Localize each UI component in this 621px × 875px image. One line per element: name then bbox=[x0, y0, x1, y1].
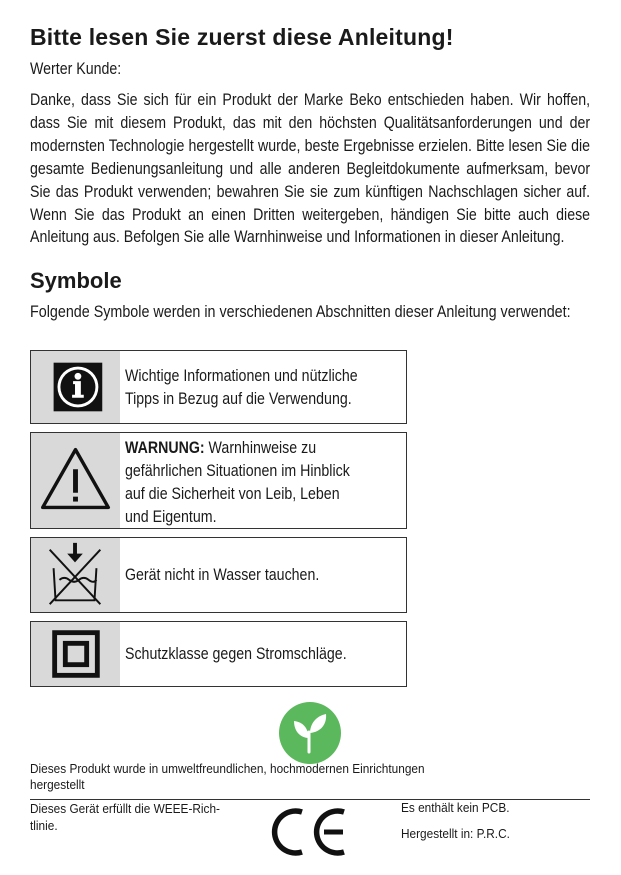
ce-mark-icon bbox=[270, 806, 348, 858]
protection-icon-cell bbox=[31, 622, 120, 686]
warning-symbol-box bbox=[30, 432, 407, 529]
protection-class-icon bbox=[31, 622, 120, 686]
warning-label: WARNUNG: bbox=[125, 439, 205, 457]
pcb-note: Es enthält kein PCB. bbox=[401, 800, 510, 815]
made-in-note: Hergestellt in: P.R.C. bbox=[401, 826, 510, 841]
warning-icon-cell bbox=[31, 433, 120, 528]
symbols-intro: Folgende Symbole werden in verschiedenen Abschnitten dieser Anleitung verwendet: bbox=[30, 303, 571, 321]
protection-text: Schutzklasse gegen Stromschläge. bbox=[125, 645, 347, 663]
protection-symbol-box bbox=[30, 621, 407, 687]
page-title: Bitte lesen Sie zuerst diese Anleitung! bbox=[30, 24, 454, 50]
symbols-heading: Symbole bbox=[30, 268, 122, 293]
water-symbol-box bbox=[30, 537, 407, 613]
greeting: Werter Kunde: bbox=[30, 60, 122, 78]
water-text: Gerät nicht in Wasser tauchen. bbox=[125, 566, 320, 584]
info-icon-cell bbox=[31, 351, 120, 423]
warning-text: WARNUNG: Warnhinweise zu gefährlichen Situationen im Hinblick auf die Sicherheit von Leib, Leben und Eigentum. bbox=[125, 439, 350, 526]
info-text: Wichtige Informationen und nützliche Tipps in Bezug auf die Verwendung. bbox=[125, 367, 358, 408]
info-icon bbox=[31, 351, 120, 423]
weee-note: Dieses Gerät erfüllt die WEEE-Rich- tlinie. bbox=[30, 801, 220, 833]
info-symbol-box bbox=[30, 350, 407, 424]
no-water-immersion-icon bbox=[31, 538, 120, 612]
warning-triangle-icon bbox=[31, 433, 120, 528]
leaf-eco-icon bbox=[279, 702, 341, 764]
intro-paragraph: Danke, dass Sie sich für ein Produkt der Marke Beko entschieden haben. Wir hoffen, dass Sie mit diesem Produkt, das mit den höchsten Qualitätsanforderungen und der modernsten Technologie hergestellt wurde, beste Ergebnisse erzielen. Bitte lesen Sie die gesamte Bedienungsanleitung und alle anderen Begleitdokumente aufmerksam, bevor Sie das Produkt verwenden; bewahren Sie sie zum künftigen Nachschlagen sicher auf. Wenn Sie das Produkt an einen Dritten weitergeben, händigen Sie bitte auch diese Anleitung aus. Befolgen Sie alle Warnhinweise und Informationen in dieser Anleitung. bbox=[30, 91, 591, 247]
eco-note: Dieses Produkt wurde in umweltfreundlichen, hochmodernen Einrichtungen hergestellt bbox=[30, 761, 425, 792]
water-icon-cell bbox=[31, 538, 120, 612]
